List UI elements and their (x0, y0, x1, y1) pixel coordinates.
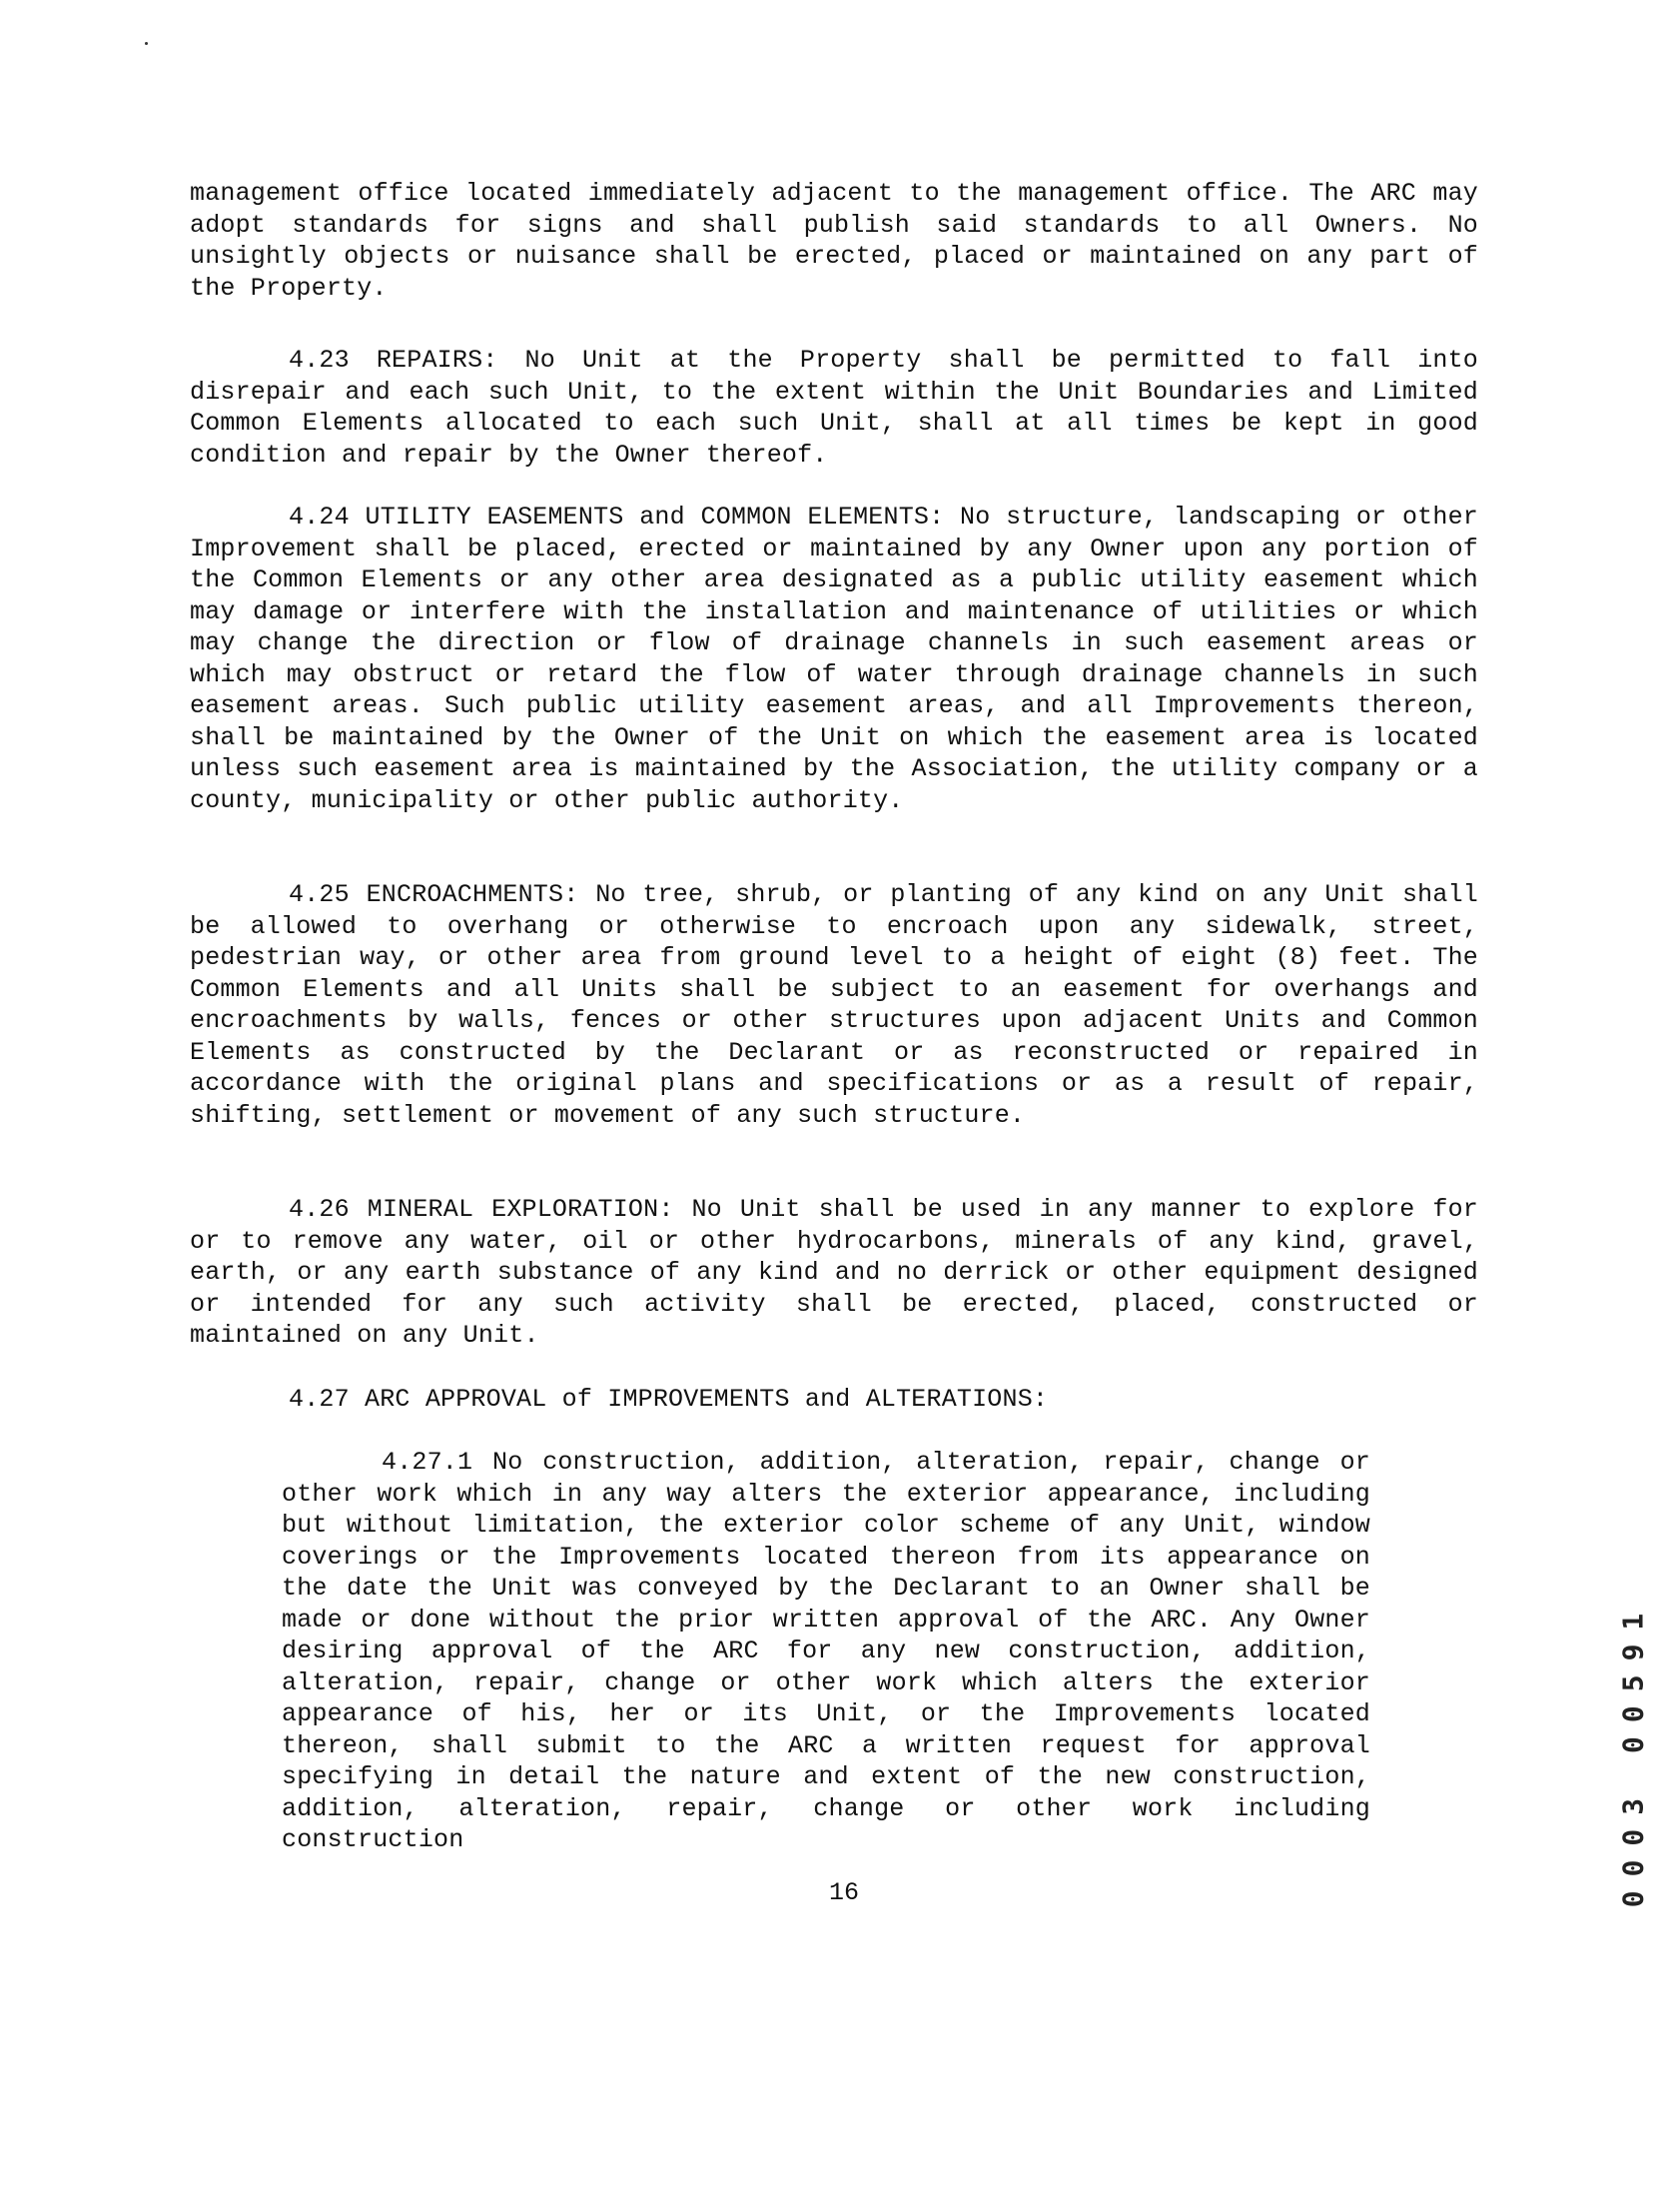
section-4-26-mineral-exploration: 4.26 MINERAL EXPLORATION: No Unit shall be used in any manner to explore for or to remove any water, oil or other hydrocarbons, minerals of any kind, gravel, earth, or any earth substance of any kind and no derrick or other equipment designed or intended for any such activity shall be erected, placed, constructed or maintained on any Unit. (190, 1195, 1478, 1350)
section-4-25-encroachments: 4.25 ENCROACHMENTS: No tree, shrub, or planting of any kind on any Unit shall be allowed to overhang or otherwise to encroach upon any sidewalk, street, pedestrian way, or other area from ground level to a height of eight (8) feet. The Common Elements and all Units shall be subject to an easement for overhangs and encroachments by walls, fences or other structures upon adjacent Units and Common Elements as constructed by the Declarant or as reconstructed or repaired in accordance with the original plans and specifications or as a result of repair, shifting, settlement or movement of any such structure. (190, 880, 1478, 1130)
section-4-24-utility-easements: 4.24 UTILITY EASEMENTS and COMMON ELEMENTS: No structure, landscaping or other Improvement shall be placed, erected or maintained by any Owner upon any portion of the Common Elements or any other area designated as a public utility easement which may damage or interfere with the installation and maintenance of utilities or which may change the direction or flow of drainage channels in such easement areas or which may obstruct or retard the flow of water through drainage channels in such easement areas. Such public utility easement areas, and all Improvements thereon, shall be maintained by the Owner of the Unit on which the easement area is located unless such easement area is maintained by the Association, the utility company or a county, municipality or other public authority. (190, 503, 1478, 815)
side-stamp (1613, 1574, 1653, 1933)
section-4-27-heading: 4.27 ARC APPROVAL of IMPROVEMENTS and ALTERATIONS: (289, 1385, 1049, 1414)
section-4-23-repairs: 4.23 REPAIRS: No Unit at the Property shall be permitted to fall into disrepair and each such Unit, to the extent within the Unit Boundaries and Limited Common Elements allocated to each such Unit, shall at all times be kept in good condition and repair by the Owner thereof. (190, 346, 1478, 470)
paragraph-signs-continuation: management office located immediately adjacent to the management office. The ARC may adopt standards for signs and shall publish said standards to all Owners. No unsightly objects or nuisance shall be erected, placed or maintained on any part of the Property. (190, 179, 1478, 303)
scan-speck (145, 42, 148, 45)
side-stamp-text: 0003 00591 (1616, 1599, 1650, 1908)
page-number: 16 (828, 1878, 859, 1907)
section-4-27-1: 4.27.1 No construction, addition, alteration, repair, change or other work which in any way alters the exterior appearance, including but without limitation, the exterior color scheme of any Unit, window coverings or the Improvements located thereon from its appearance on the date the Unit was conveyed by the Declarant to an Owner shall be made or done without the prior written approval of the ARC. Any Owner desiring approval of the ARC for any new construction, addition, alteration, repair, change or other work which alters the exterior appearance of his, her or its Unit, or the Improvements located thereon, shall submit to the ARC a written request for approval specifying in detail the nature and extent of the new construction, addition, alteration, repair, change or other work including construction (282, 1448, 1370, 1854)
